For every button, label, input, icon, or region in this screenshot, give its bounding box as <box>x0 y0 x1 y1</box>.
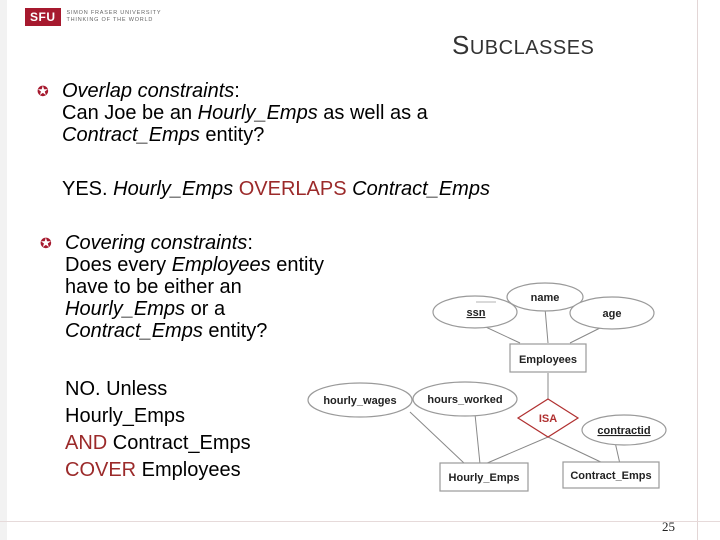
entity-hourly: Hourly_Emps <box>448 472 520 484</box>
attr-contractid: contractid <box>597 425 651 437</box>
left-band <box>0 0 7 540</box>
covering-ans3-rest: Contract_Emps <box>107 432 251 454</box>
logo-line1: SIMON FRASER UNIVERSITY <box>66 10 162 16</box>
covering-ans4-rest: Employees <box>136 459 241 481</box>
overlap-keyword: OVERLAPS <box>233 178 353 200</box>
covering-l1-post: entity <box>270 254 325 276</box>
covering-l1-pre: Does every <box>65 254 172 276</box>
covering-heading: Covering constraints <box>65 232 248 254</box>
title-initial: S <box>452 30 470 60</box>
entity-contract: Contract_Emps <box>570 470 652 482</box>
university-logo <box>25 8 161 26</box>
overlap-q-pre: Can Joe be an <box>62 102 198 124</box>
isa-label: ISA <box>538 413 558 425</box>
covering-l3-hourly: Hourly_Emps <box>65 298 186 320</box>
overlap-q-mid: as well as a <box>317 102 428 124</box>
bullet-icon: ✪ <box>40 235 52 251</box>
covering-ans3-keyword: AND <box>65 432 108 454</box>
page-number: 25 <box>662 519 675 534</box>
covering-l3-post: or a <box>185 298 226 320</box>
covering-l4-contract: Contract_Emps <box>65 320 203 342</box>
bottom-rule <box>0 521 720 522</box>
logo-text <box>67 10 162 24</box>
overlap-ans-hourly: Hourly_Emps <box>113 178 234 200</box>
attr-age: age <box>602 308 622 320</box>
overlap-colon: : <box>234 80 240 102</box>
overlap-q-contract: Contract_Emps <box>62 124 200 146</box>
slide-title <box>452 30 594 61</box>
covering-ans2: Hourly_Emps <box>65 405 186 427</box>
right-rule <box>697 0 698 540</box>
covering-ans4-keyword: COVER <box>65 459 137 481</box>
covering-question <box>65 232 324 342</box>
overlap-ans-contract: Contract_Emps <box>352 178 490 200</box>
er-diagram <box>300 278 690 498</box>
logo-line2: THINKING OF THE WORLD <box>66 17 154 23</box>
attr-ssn: ssn <box>466 307 486 319</box>
overlap-ans-pre: YES. <box>62 178 114 200</box>
covering-ans1: NO. Unless <box>65 378 168 400</box>
bullet-icon: ✪ <box>37 83 49 99</box>
covering-colon: : <box>247 232 253 254</box>
attr-name: name <box>530 292 560 304</box>
overlap-question <box>62 80 428 146</box>
covering-answer <box>65 376 251 484</box>
attr-hours-worked: hours_worked <box>427 394 503 406</box>
overlap-q-hourly: Hourly_Emps <box>197 102 318 124</box>
title-rest: UBCLASSES <box>469 37 595 59</box>
covering-l1-emp: Employees <box>171 254 271 276</box>
covering-l4-post: entity? <box>202 320 268 342</box>
overlap-heading: Overlap constraints <box>62 80 235 102</box>
overlap-q-post: entity? <box>199 124 265 146</box>
attr-hourly-wages: hourly_wages <box>323 395 397 407</box>
covering-l2: have to be either an <box>65 276 242 298</box>
logo-mark: SFU <box>25 8 61 26</box>
overlap-answer <box>62 178 490 200</box>
entity-employees: Employees <box>518 354 578 366</box>
